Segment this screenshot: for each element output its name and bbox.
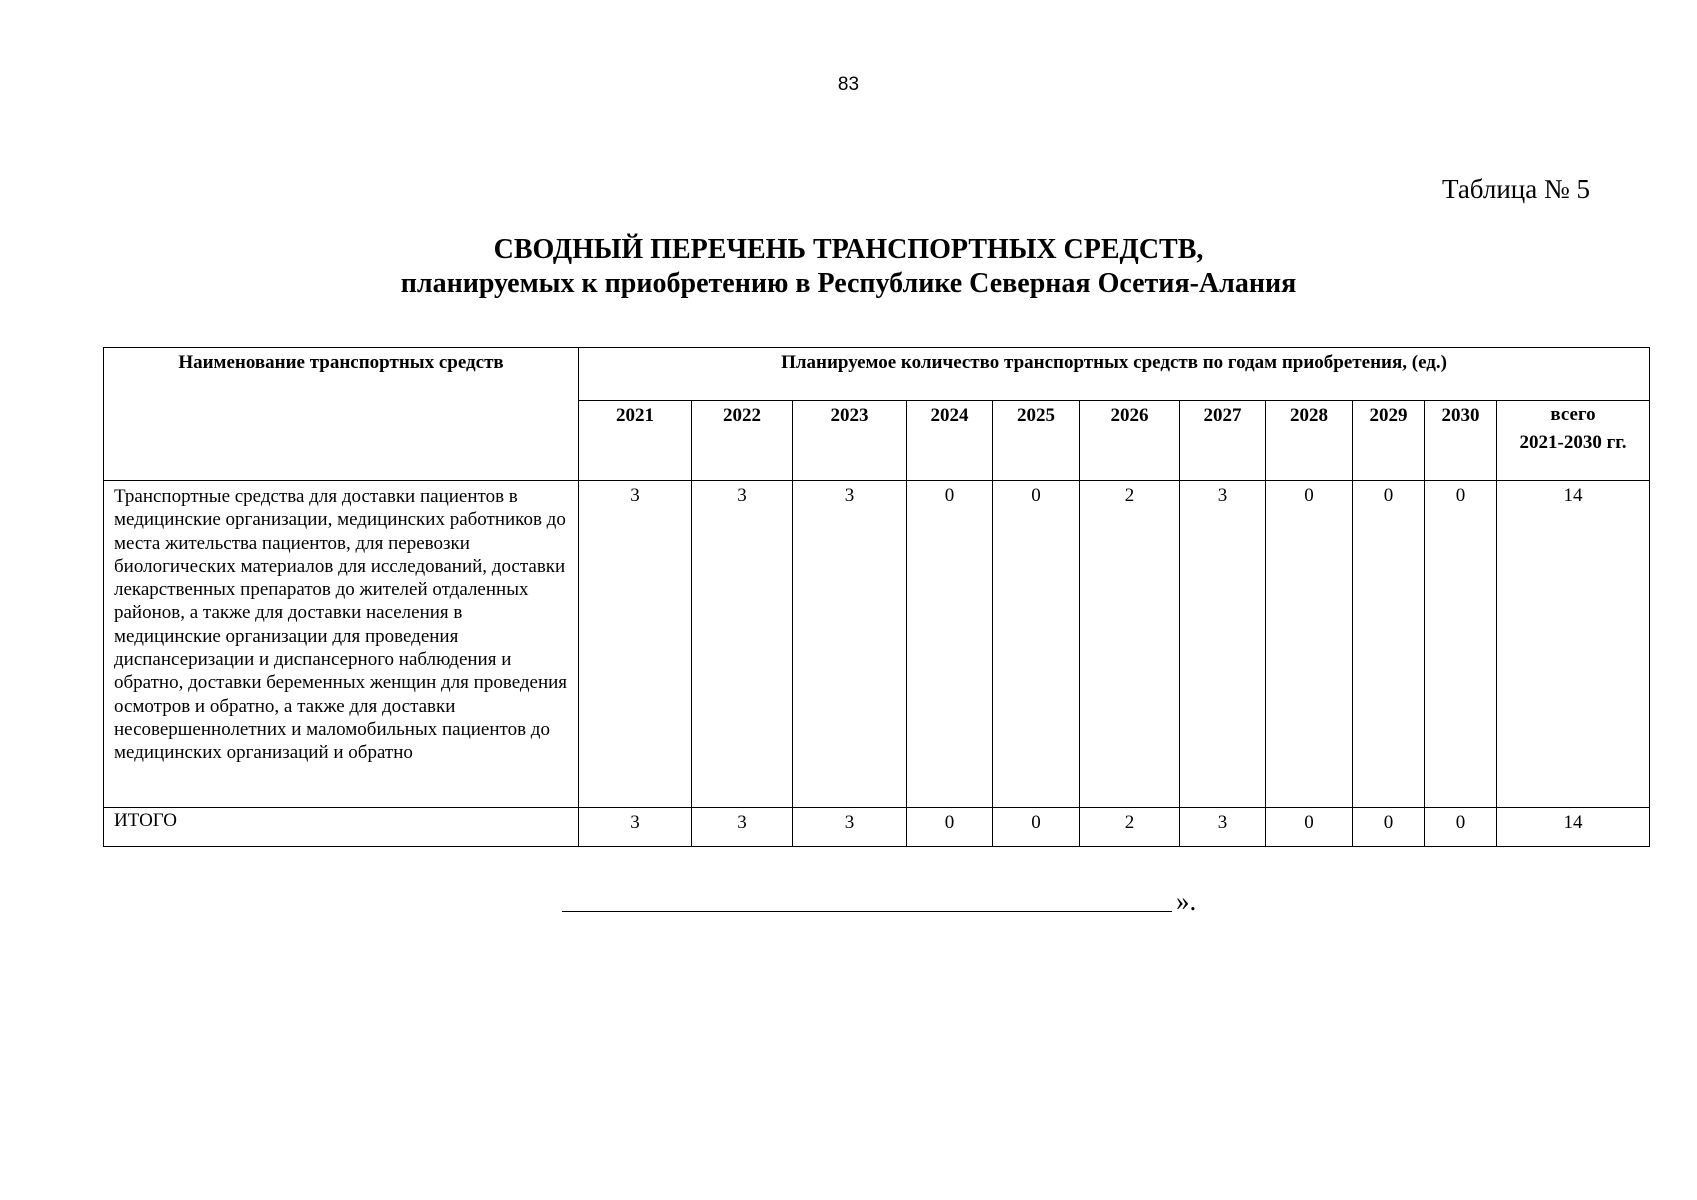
cell-quantity: 3 [579, 808, 692, 847]
document-title: СВОДНЫЙ ПЕРЕЧЕНЬ ТРАНСПОРТНЫХ СРЕДСТВ, [493, 234, 1204, 265]
cell-quantity: 3 [1180, 481, 1266, 808]
total-header-period: 2021-2030 гг. [1519, 432, 1627, 453]
cell-quantity: 2 [1080, 481, 1180, 808]
cell-quantity: 2 [1080, 808, 1180, 847]
column-header-planned-quantity: Планируемое количество транспортных средств по годам приобретения, (ед.) [579, 348, 1650, 401]
cell-quantity: 0 [1353, 808, 1425, 847]
cell-quantity: 3 [692, 481, 793, 808]
vehicles-summary-table [103, 347, 1650, 847]
column-header-year: 2023 [793, 401, 907, 481]
document-subtitle: планируемых к приобретению в Республике Северная Осетия-Алания [400, 268, 1297, 299]
cell-quantity: 3 [579, 481, 692, 808]
cell-quantity: 0 [1425, 808, 1497, 847]
cell-quantity: 0 [993, 481, 1080, 808]
closing-quote-mark: ». [1176, 886, 1197, 916]
table-header-row [104, 348, 1650, 401]
column-header-year: 2027 [1180, 401, 1266, 481]
row-vehicle-description: Транспортные средства для доставки пациентов в медицинские организации, медицинских работников до места жительства пациентов, для перевозки биологических материалов для исследований, доставки лекарственных препаратов до жителей отдаленных районов, а также для доставки населения в медицинские организации для проведения диспансеризации и диспансерного наблюдения и обратно, доставки беременных женщин для проведения осмотров и обратно, а также для доставки несовершеннолетних и маломобильных пациентов до медицинских организаций и обратно [104, 481, 579, 808]
cell-quantity: 3 [793, 808, 907, 847]
column-header-year: 2026 [1080, 401, 1180, 481]
column-header-year: 2029 [1353, 401, 1425, 481]
cell-quantity: 3 [1180, 808, 1266, 847]
table-row [104, 481, 1650, 808]
row-total-label: ИТОГО [104, 808, 579, 847]
table-label: Таблица № 5 [1442, 174, 1590, 204]
cell-quantity: 3 [692, 808, 793, 847]
page-number: 83 [837, 74, 860, 95]
column-header-vehicle-name: Наименование транспортных средств [104, 348, 579, 481]
cell-quantity: 0 [1266, 481, 1353, 808]
column-header-total [1497, 401, 1650, 481]
column-header-year: 2025 [993, 401, 1080, 481]
cell-total: 14 [1497, 808, 1650, 847]
column-header-year: 2021 [579, 401, 692, 481]
cell-total: 14 [1497, 481, 1650, 808]
total-header-label: всего [1550, 404, 1596, 425]
cell-quantity: 0 [907, 481, 993, 808]
cell-quantity: 3 [793, 481, 907, 808]
column-header-year: 2030 [1425, 401, 1497, 481]
table-total-row [104, 808, 1650, 847]
closing-underline [562, 911, 1172, 912]
column-header-year: 2022 [692, 401, 793, 481]
cell-quantity: 0 [993, 808, 1080, 847]
cell-quantity: 0 [1425, 481, 1497, 808]
column-header-year: 2028 [1266, 401, 1353, 481]
cell-quantity: 0 [1353, 481, 1425, 808]
cell-quantity: 0 [907, 808, 993, 847]
column-header-year: 2024 [907, 401, 993, 481]
cell-quantity: 0 [1266, 808, 1353, 847]
